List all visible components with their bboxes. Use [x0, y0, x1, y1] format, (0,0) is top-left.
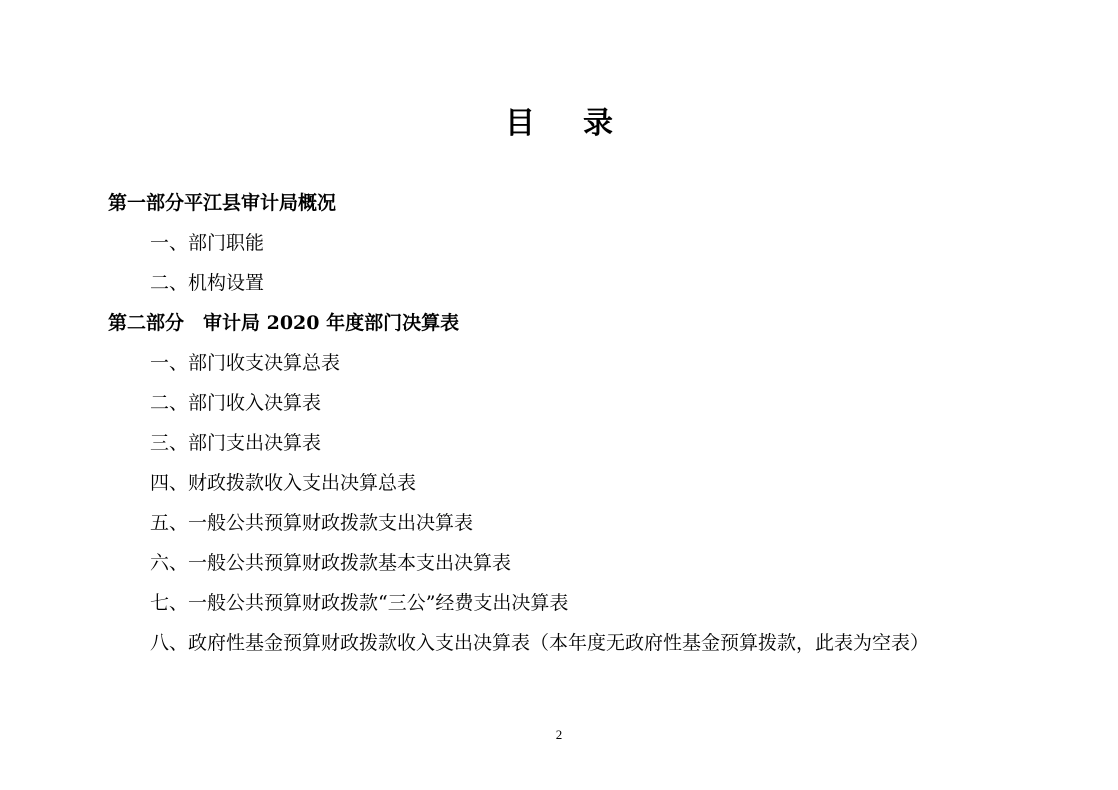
toc-part-2-heading: 第二部分 审计局 2020 年度部门决算表 [108, 312, 460, 334]
toc-part-1-heading: 第一部分平江县审计局概况 [108, 192, 337, 214]
toc-item: 三、部门支出决算表 [150, 432, 322, 454]
toc-item: 八、政府性基金预算财政拨款收入支出决算表（本年度无政府性基金预算拨款，此表为空表） [150, 632, 930, 654]
toc-item: 五、一般公共预算财政拨款支出决算表 [150, 512, 474, 534]
toc-item: 七、一般公共预算财政拨款“三公”经费支出决算表 [150, 592, 569, 614]
page-number: 2 [555, 727, 563, 742]
toc-item: 一、部门收支决算总表 [150, 352, 341, 374]
toc-item: 二、部门收入决算表 [150, 392, 322, 414]
page-title: 目录 [505, 106, 661, 141]
toc-item: 一、部门职能 [150, 232, 265, 254]
toc-item: 二、机构设置 [150, 272, 265, 294]
toc-item: 四、财政拨款收入支出决算总表 [150, 472, 417, 494]
toc-item: 六、一般公共预算财政拨款基本支出决算表 [150, 552, 512, 574]
